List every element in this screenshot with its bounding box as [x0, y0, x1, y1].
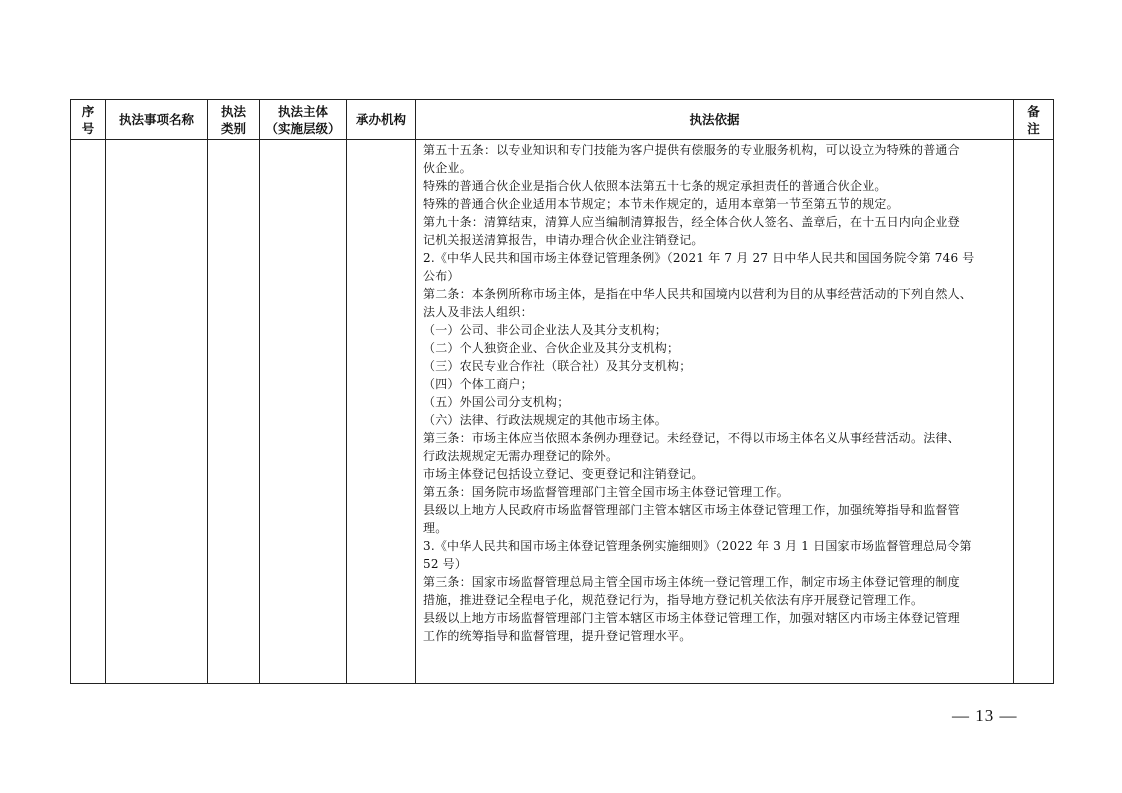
basis-line: 第五十五条：以专业知识和专门技能为客户提供有偿服务的专业服务机构，可以设立为特殊的普通合: [423, 143, 960, 157]
header-category-line2: 类别: [220, 120, 246, 136]
header-seq-line2: 号: [81, 120, 95, 136]
basis-line: 第五条：国务院市场监督管理部门主管全国市场主体登记管理工作。: [423, 485, 790, 499]
table-header-row: [71, 100, 1054, 140]
basis-line: 特殊的普通合伙企业是指合伙人依照本法第五十七条的规定承担责任的普通合伙企业。: [423, 179, 887, 193]
header-item-name: 执法事项名称: [106, 100, 208, 140]
basis-line: 公布）: [423, 269, 460, 283]
basis-line: （五）外国公司分支机构；: [423, 395, 570, 409]
basis-line: 理。: [423, 521, 448, 535]
basis-line: 2.《中华人民共和国市场主体登记管理条例》（2021 年 7 月 27 日中华人民共和国国务院令第 746 号: [423, 251, 975, 265]
cell-item-name: [106, 140, 208, 684]
basis-line: （一）公司、非公司企业法人及其分支机构；: [423, 323, 668, 337]
basis-line: 记机关报送清算报告，申请办理合伙企业注销登记。: [423, 233, 704, 247]
cell-category: [208, 140, 260, 684]
header-basis: 执法依据: [416, 100, 1014, 140]
cell-agency: [347, 140, 416, 684]
basis-line: 工作的统筹指导和监督管理，提升登记管理水平。: [423, 629, 692, 643]
basis-line: 市场主体登记包括设立登记、变更登记和注销登记。: [423, 467, 704, 481]
basis-line: 3.《中华人民共和国市场主体登记管理条例实施细则》（2022 年 3 月 1 日国家市场监督管理总局令第: [423, 539, 972, 553]
basis-line: 52 号）: [423, 557, 468, 571]
basis-line: 特殊的普通合伙企业适用本节规定；本节未作规定的，适用本章第一节至第五节的规定。: [423, 197, 899, 211]
enforcement-table: [70, 99, 1054, 684]
basis-line: 伙企业。: [423, 161, 472, 175]
header-subject-line1: 执法主体: [277, 103, 328, 119]
basis-line: 县级以上地方市场监督管理部门主管本辖区市场主体登记管理工作，加强对辖区内市场主体登记管理: [423, 611, 960, 625]
header-category-line1: 执法: [220, 103, 246, 119]
basis-line: （二）个人独资企业、合伙企业及其分支机构；: [423, 341, 680, 355]
page-number: — 13 —: [952, 706, 1018, 725]
header-subject-line2: （实施层级）: [265, 120, 341, 136]
header-subject: [260, 100, 347, 140]
header-remarks: [1014, 100, 1054, 140]
basis-line: 措施，推进登记全程电子化，规范登记行为，指导地方登记机关依法有序开展登记管理工作。: [423, 593, 924, 607]
header-category: [208, 100, 260, 140]
basis-line: （三）农民专业合作社（联合社）及其分支机构；: [423, 359, 692, 373]
basis-line: 第二条：本条例所称市场主体，是指在中华人民共和国境内以营利为目的从事经营活动的下列自然人、: [423, 287, 973, 301]
basis-line: 第三条：国家市场监督管理总局主管全国市场主体统一登记管理工作，制定市场主体登记管理的制度: [423, 575, 960, 589]
header-agency: 承办机构: [347, 100, 416, 140]
header-remarks-line2: 注: [1027, 120, 1040, 136]
basis-line: 县级以上地方人民政府市场监督管理部门主管本辖区市场主体登记管理工作，加强统筹指导和监督管: [423, 503, 960, 517]
basis-line: 法人及非法人组织：: [423, 305, 533, 319]
cell-remarks: [1014, 140, 1054, 684]
cell-seq: [71, 140, 106, 684]
basis-line: （四）个体工商户；: [423, 377, 533, 391]
basis-line: 行政法规规定无需办理登记的除外。: [423, 449, 619, 463]
header-seq: [71, 100, 106, 140]
cell-basis: [416, 140, 1014, 684]
basis-line: （六）法律、行政法规规定的其他市场主体。: [423, 413, 668, 427]
basis-line: 第三条：市场主体应当依照本条例办理登记。未经登记，不得以市场主体名义从事经营活动。法律、: [423, 431, 960, 445]
cell-subject: [260, 140, 347, 684]
header-seq-line1: 序: [81, 103, 95, 119]
header-remarks-line1: 备: [1027, 103, 1040, 119]
table-row: [71, 140, 1054, 684]
basis-line: 第九十条：清算结束，清算人应当编制清算报告，经全体合伙人签名、盖章后，在十五日内向企业登: [423, 215, 960, 229]
